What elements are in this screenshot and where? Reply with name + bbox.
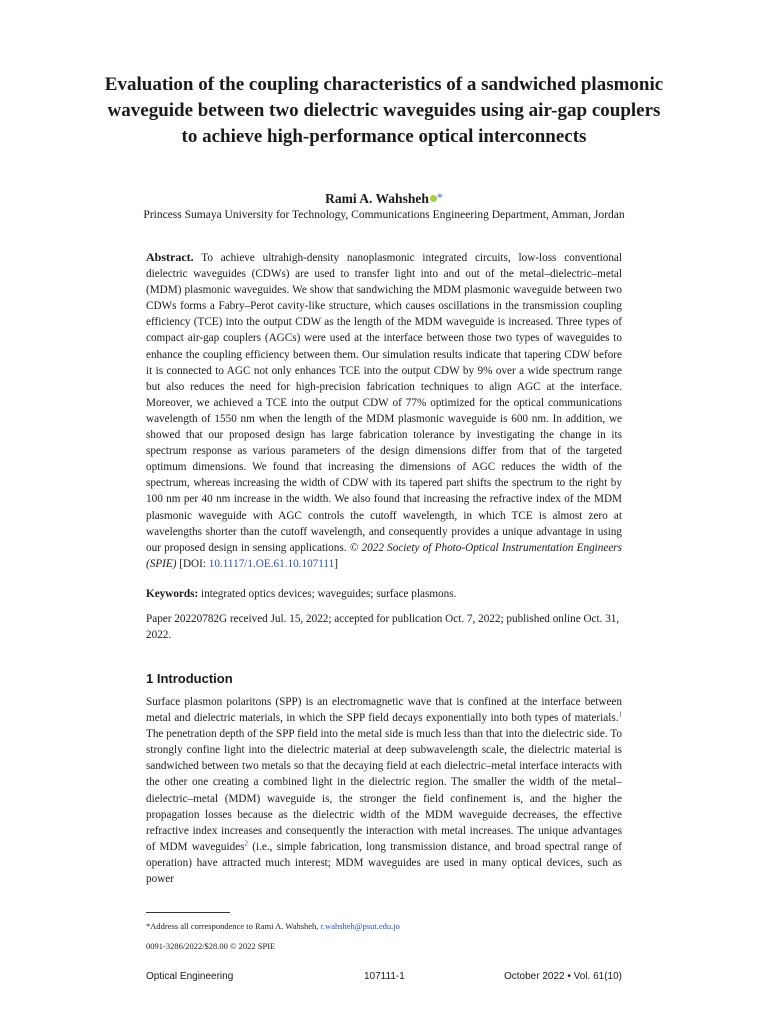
doi-suffix: ]: [334, 557, 338, 570]
intro-text-2: The penetration depth of the SPP field into the metal side is much less than that into the dielectric side. To strongly confine light into the dielectric material at deep subwavelength scale, the dielectric material is sandwiched between two metals so that the decaying field at each dielectric–metal interface interacts with the other one creating a combined light in the dielectric region. The smaller the width of the metal–dielectric–metal (MDM) waveguide is, the stronger the field confinement is, and the higher the propagation losses because as the dielectric width of the MDM waveguide decreases, the effective refractive index increases and consequently the interaction with metal increases. The unique advantages of MDM waveguides: [146, 728, 622, 853]
keywords-label: Keywords:: [146, 588, 199, 600]
copyright-notice: © 2022 Society of Photo-Optical Instrumentation Engineers (SPIE): [146, 541, 623, 570]
intro-text-3: (i.e., simple fabrication, long transmission distance, and broad spectral range of operation) have attracted much interest; MDM waveguides are used in many optical devices, such as power: [146, 840, 622, 886]
abstract: [146, 249, 622, 572]
abstract-text: To achieve ultrahigh-density nanoplasmonic integrated circuits, low-loss conventional dielectric waveguides (CDWs) are used to transfer light into and out of the metal–dielectric–metal (MDM) plasmonic waveguides. We show that sandwiching the MDM plasmonic waveguide between two CDWs forms a Fabry–Perot cavity-like structure, which causes oscillations in the transmission coupling efficiency (TCE) into the output CDW as the length of the MDM waveguide is increased. Three types of compact air-gap couplers (AGCs) were used at the interface between those two types of waveguides to enhance the coupling efficiency between them. Our simulation results indicate that tapering CDW before it is connected to AGC not only enhances TCE into the output CDW by 9% over a wide spectrum range but also reduces the need for high-precision fabrication techniques to align AGC at the interface. Moreover, we achieved a TCE into the output CDW of 77% optimized for the optical communications wavelength of 1550 nm when the length of the MDM plasmonic waveguide is 600 nm. In addition, we showed that our proposed design has large fabrication tolerance by investigating the change in its spectrum response as various parameters of the design dimensions differ from that of the targeted optimum dimensions. We found that increasing the dimensions of AGC reduces the width of the spectrum, whereas increasing the width of CDW with its tapered part shifts the spectrum to the right by 100 nm per 40 nm increase in the width. We also found that increasing the refractive index of the MDM plasmonic waveguide with AGC controls the cutoff wavelength, in which TCE is almost zero at wavelengths shorter than the cutoff wavelength, and consequently provides a unique advantage in using our proposed design in sensing applications.: [146, 252, 622, 554]
issue-info: October 2022 • Vol. 61(10): [503, 971, 622, 982]
affiliation: Princess Sumaya University for Technology, Communications Engineering Department, Amman, Jordan: [143, 209, 625, 221]
section-heading: 1 Introduction: [146, 671, 233, 686]
abstract-label: Abstract.: [146, 250, 194, 264]
journal-name: Optical Engineering: [146, 971, 234, 982]
doi-link[interactable]: 10.1117/1.OE.61.10.107111: [208, 557, 335, 570]
keywords-text: integrated optics devices; waveguides; surface plasmons.: [201, 588, 457, 600]
article-number: 107111-1: [364, 971, 405, 982]
email-link[interactable]: r.wahsheh@psut.edu.jo: [320, 921, 400, 931]
reference-1[interactable]: 1: [618, 710, 622, 719]
author-name: Rami A. Wahsheh: [325, 191, 429, 206]
reference-2[interactable]: 2: [244, 839, 249, 848]
paper-title: Evaluation of the coupling characteristics of a sandwiched plasmonic waveguide between two dielectric waveguides using air-gap couplers to achieve high-performance optical interconnects: [104, 74, 664, 147]
orcid-icon[interactable]: [430, 195, 437, 202]
intro-text-1: Surface plasmon polaritons (SPP) is an electromagnetic wave that is confined at the interface between metal and dielectric materials, in which the SPP field decays exponentially into both types of materials.: [146, 696, 622, 725]
corresponding-author-mark[interactable]: *: [436, 190, 443, 204]
correspondence-footnote: [146, 920, 400, 932]
introduction-paragraph: [146, 694, 622, 887]
paper-history: Paper 20220782G received Jul. 15, 2022; accepted for publication Oct. 7, 2022; published online Oct. 31, 2022.: [146, 613, 620, 641]
keywords: [146, 586, 622, 602]
footnote-text: *Address all correspondence to Rami A. Wahsheh,: [146, 921, 321, 931]
doi-prefix: [DOI:: [179, 557, 209, 570]
author-line: [0, 188, 768, 208]
issn-line: 0091-3286/2022/$28.00 © 2022 SPIE: [146, 941, 276, 951]
footnote-divider: [146, 912, 230, 913]
